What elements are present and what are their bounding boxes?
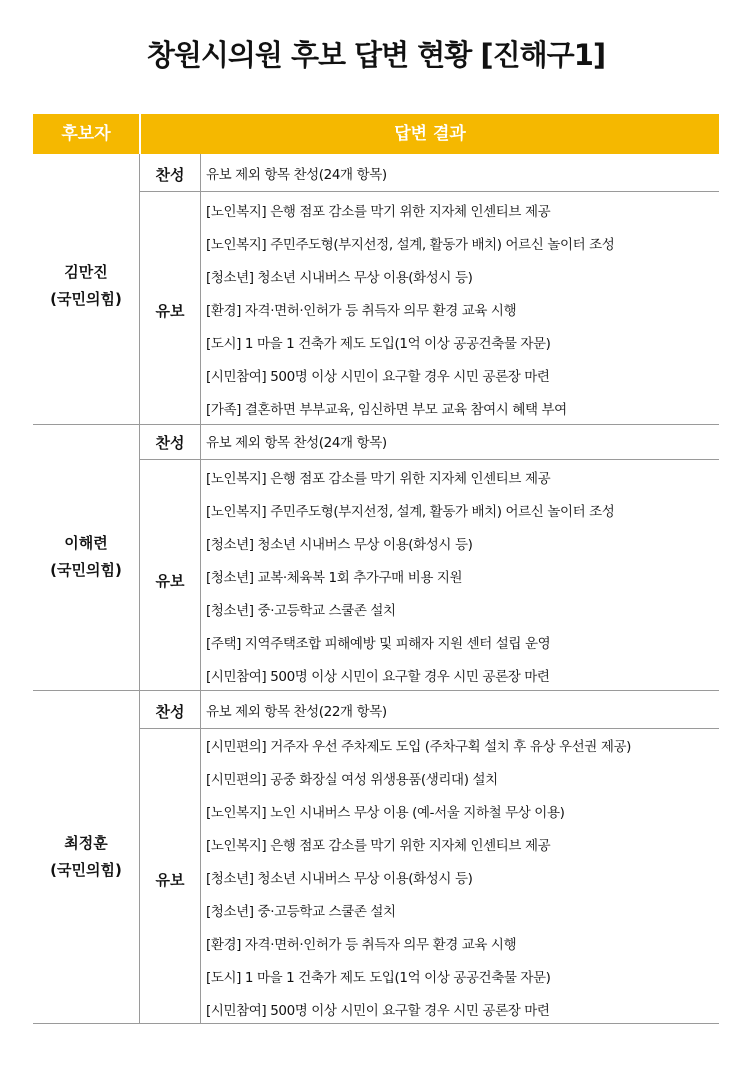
list-item: [도시] 1 마을 1 건축가 제도 도입(1억 이상 공공건축물 자문) (206, 970, 551, 986)
list-item: [노인복지] 은행 점포 감소를 막기 위한 지자체 인센티브 제공 (206, 838, 551, 854)
list-item: [청소년] 교복·체육복 1회 추가구매 비용 지원 (206, 570, 463, 586)
candidate-cell (33, 259, 139, 313)
list-item: [주택] 지역주택조합 피해예방 및 피해자 지원 센터 설립 운영 (206, 636, 551, 652)
agree-label: 찬성 (155, 434, 185, 452)
list-item: [노인복지] 주민주도형(부지선정, 설계, 활동가 배치) 어르신 놀이터 조성 (206, 504, 615, 520)
candidate-party: (국민의힘) (50, 861, 122, 879)
list-item: [노인복지] 은행 점포 감소를 막기 위한 지자체 인센티브 제공 (206, 204, 551, 220)
row-divider (139, 191, 719, 192)
candidate-party: (국민의힘) (50, 290, 122, 308)
header-candidate: 후보자 (61, 124, 111, 144)
reserve-label: 유보 (155, 302, 185, 320)
list-item: [시민참여] 500명 이상 시민이 요구할 경우 시민 공론장 마련 (206, 369, 550, 385)
list-item: [청소년] 청소년 시내버스 무상 이용(화성시 등) (206, 871, 473, 887)
column-divider (200, 154, 201, 1023)
list-item: [가족] 결혼하면 부부교육, 임신하면 부모 교육 참여시 혜택 부여 (206, 402, 567, 418)
reserve-label: 유보 (155, 572, 185, 590)
row-divider (139, 728, 719, 729)
candidate-party: (국민의힘) (50, 561, 122, 579)
list-item: [노인복지] 주민주도형(부지선정, 설계, 활동가 배치) 어르신 놀이터 조성 (206, 237, 615, 253)
candidate-name: 최정훈 (64, 834, 108, 852)
candidate-name: 이해련 (64, 534, 108, 552)
section-divider (33, 424, 719, 425)
list-item: [청소년] 중·고등학교 스쿨존 설치 (206, 904, 396, 920)
section-divider (33, 690, 719, 691)
list-item: [시민편의] 거주자 우선 주차제도 도입 (주차구획 설치 후 유상 우선권 제공) (206, 739, 631, 755)
agree-text: 유보 제외 항목 찬성(22개 항목) (206, 704, 387, 720)
row-divider (139, 459, 719, 460)
table-header (33, 114, 719, 154)
agree-text: 유보 제외 항목 찬성(24개 항목) (206, 167, 387, 183)
list-item: [청소년] 청소년 시내버스 무상 이용(화성시 등) (206, 537, 473, 553)
reserve-label: 유보 (155, 871, 185, 889)
column-divider (139, 154, 140, 1023)
list-item: [시민참여] 500명 이상 시민이 요구할 경우 시민 공론장 마련 (206, 669, 550, 685)
list-item: [시민편의] 공중 화장실 여성 위생용품(생리대) 설치 (206, 772, 498, 788)
candidate-cell (33, 830, 139, 884)
agree-label: 찬성 (155, 166, 185, 184)
candidate-name: 김만진 (64, 263, 108, 281)
table-bottom-rule (33, 1023, 719, 1024)
list-item: [환경] 자격·면허·인허가 등 취득자 의무 환경 교육 시행 (206, 937, 517, 953)
agree-text: 유보 제외 항목 찬성(24개 항목) (206, 435, 387, 451)
page-title: 창원시의원 후보 답변 현황 [진해구1] (146, 38, 606, 72)
list-item: [청소년] 중·고등학교 스쿨존 설치 (206, 603, 396, 619)
list-item: [환경] 자격·면허·인허가 등 취득자 의무 환경 교육 시행 (206, 303, 517, 319)
list-item: [도시] 1 마을 1 건축가 제도 도입(1억 이상 공공건축물 자문) (206, 336, 551, 352)
agree-label: 찬성 (155, 703, 185, 721)
list-item: [노인복지] 은행 점포 감소를 막기 위한 지자체 인센티브 제공 (206, 471, 551, 487)
header-result: 답변 결과 (394, 124, 466, 144)
list-item: [시민참여] 500명 이상 시민이 요구할 경우 시민 공론장 마련 (206, 1003, 550, 1019)
list-item: [청소년] 청소년 시내버스 무상 이용(화성시 등) (206, 270, 473, 286)
candidate-cell (33, 530, 139, 584)
list-item: [노인복지] 노인 시내버스 무상 이용 (예-서울 지하철 무상 이용) (206, 805, 565, 821)
